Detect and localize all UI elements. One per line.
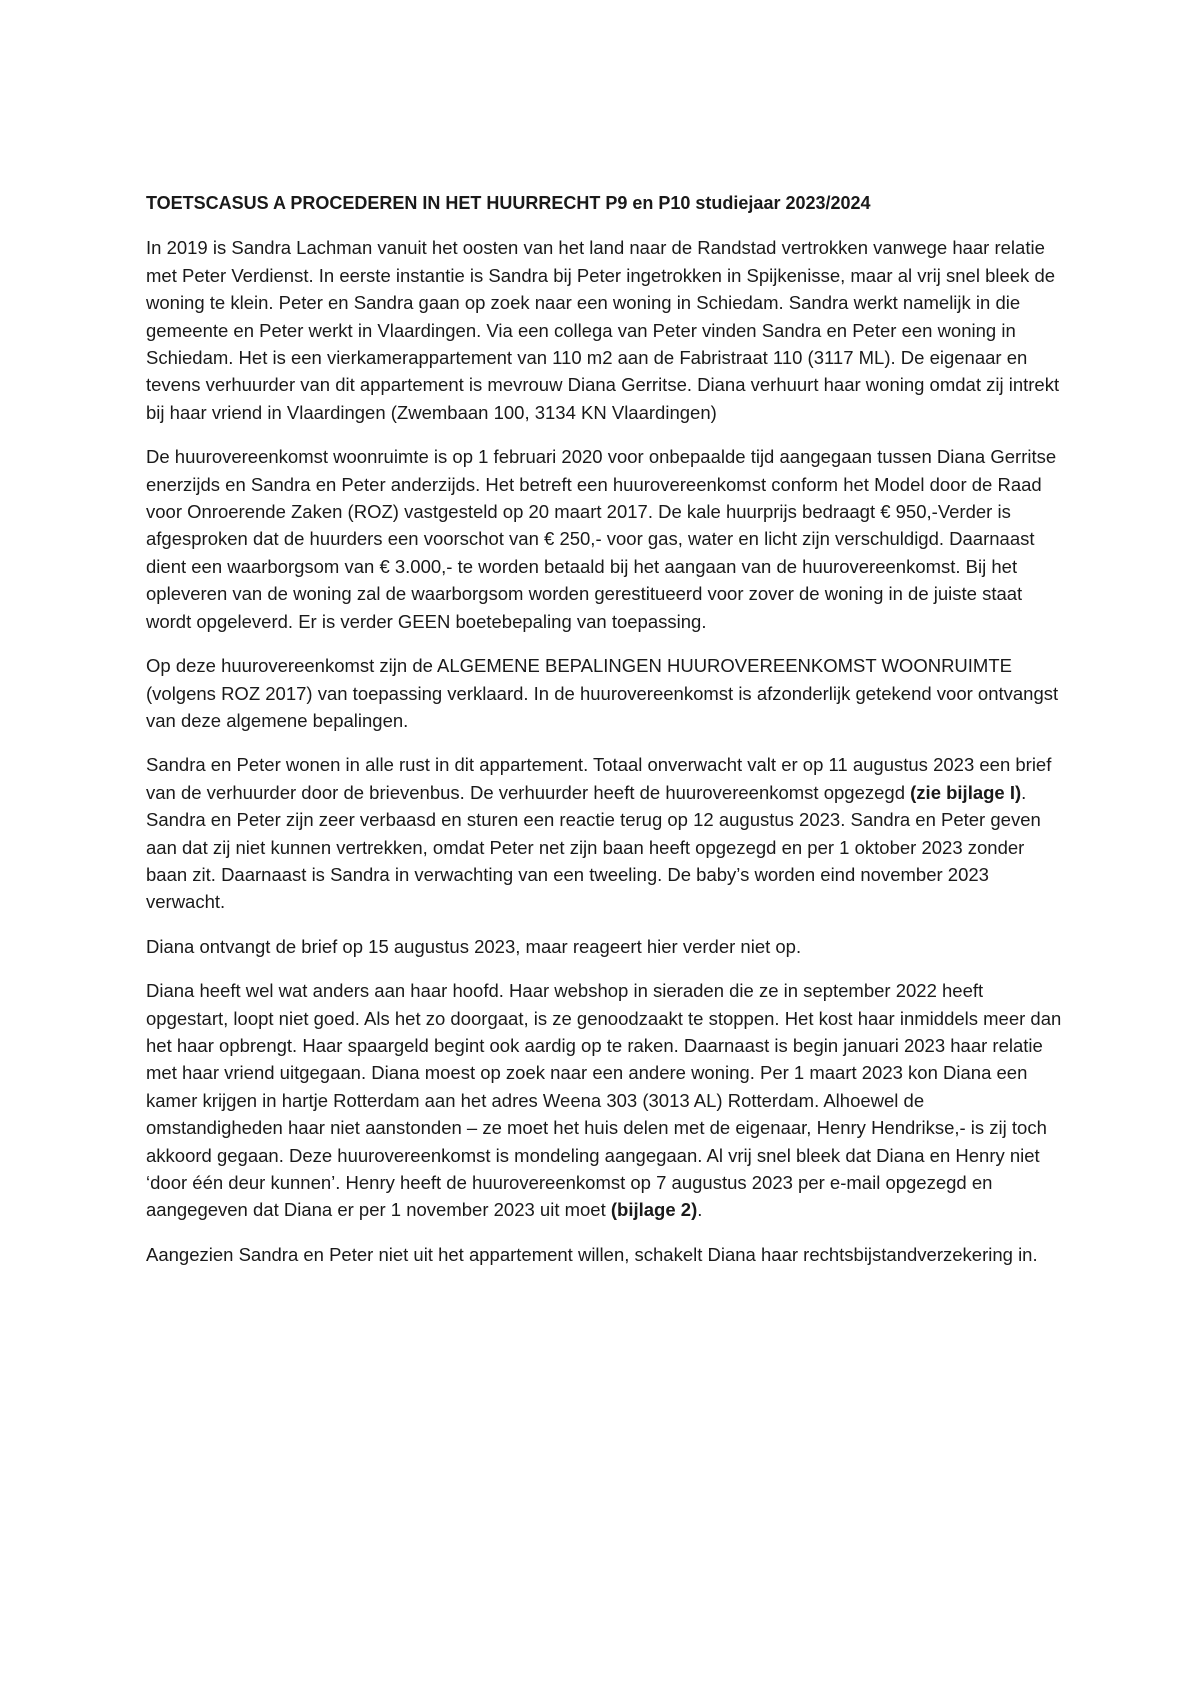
paragraph-3 [146,652,1066,734]
paragraph-text: Diana heeft wel wat anders aan haar hoofd. Haar webshop in sieraden die ze in september 2022 heeft opgestart, loopt niet goed. Als het zo doorgaat, is ze genoodzaakt te stoppen. Het kost haar inmiddels meer dan het haar opbrengt. Haar spaargeld begint ook aardig op te raken. Daarnaast is begin januari 2023 haar relatie met haar vriend uitgegaan. Diana moest op zoek naar een andere woning. Per 1 maart 2023 kon Diana een kamer krijgen in hartje Rotterdam aan het adres Weena 303 (3013 AL) Rotterdam. Alhoewel de omstandigheden haar niet aanstonden – ze moet het huis delen met de eigenaar, Henry Hendrikse,- is zij toch akkoord gegaan. Deze huurovereenkomst is mondeling aangegaan. Al vrij snel bleek dat Diana en Henry niet ‘door één deur kunnen’. Henry heeft de huurovereenkomst op 7 augustus 2023 per e-mail opgezegd en aangegeven dat Diana er per 1 november 2023 uit moet [146,980,1062,1221]
paragraph-1 [146,234,1066,426]
bold-reference: (bijlage 2) [610,1199,698,1221]
paragraph-text: . [697,1199,703,1221]
paragraph-2 [146,443,1066,635]
bold-reference: (zie bijlage I) [910,781,1022,803]
paragraph-6 [146,977,1066,1224]
paragraph-text: Op deze huurovereenkomst zijn de ALGEMENE BEPALINGEN HUUROVEREENKOMST WOONRUIMTE (volgens ROZ 2017) van toepassing verklaard. In de huurovereenkomst is afzonderlijk getekend voor ontvangst van deze algemene bepalingen. [146,655,1059,731]
paragraph-text: Sandra en Peter wonen in alle rust in dit appartement. Totaal onverwacht valt er op 11 augustus 2023 een brief van de verhuurder door de brievenbus. De verhuurder heeft de huurovereenkomst opgezegd [146,754,1052,803]
paragraph-container [146,234,1066,1268]
paragraph-text: In 2019 is Sandra Lachman vanuit het oosten van het land naar de Randstad vertrokken vanwege haar relatie met Peter Verdienst. In eerste instantie is Sandra bij Peter ingetrokken in Spijkenisse, maar al vrij snel bleek de woning te klein. Peter en Sandra gaan op zoek naar een woning in Schiedam. Sandra werkt namelijk in die gemeente en Peter werkt in Vlaardingen. Via een collega van Peter vinden Sandra en Peter een woning in Schiedam. Het is een vierkamerappartement van 110 m2 aan de Fabristraat 110 (3117 ML). De eigenaar en tevens verhuurder van dit appartement is mevrouw Diana Gerritse. Diana verhuurt haar woning omdat zij intrekt bij haar vriend in Vlaardingen (Zwembaan 100, 3134 KN Vlaardingen) [146,237,1060,423]
paragraph-text: Diana ontvangt de brief op 15 augustus 2023, maar reageert hier verder niet op. [146,935,802,957]
paragraph-5 [146,933,1066,960]
paragraph-text: De huurovereenkomst woonruimte is op 1 februari 2020 voor onbepaalde tijd aangegaan tussen Diana Gerritse enerzijds en Sandra en Peter anderzijds. Het betreft een huurovereenkomst conform het Model door de Raad voor Onroerende Zaken (ROZ) vastgesteld op 20 maart 2017. De kale huurprijs bedraagt € 950,-Verder is afgesproken dat de huurders een voorschot van € 250,- voor gas, water en licht zijn verschuldigd. Daarnaast dient een waarborgsom van € 3.000,- te worden betaald bij het aangaan van de huurovereenkomst. Bij het opleveren van de woning zal de waarborgsom worden gerestitueerd voor zover de woning in de juiste staat wordt opgeleverd. Er is verder GEEN boetebepaling van toepassing. [146,446,1057,632]
document-body [146,190,1066,1285]
paragraph-7 [146,1241,1066,1268]
document-title: TOETSCASUS A PROCEDEREN IN HET HUURRECHT P9 en P10 studiejaar 2023/2024 [146,193,871,213]
paragraph-text: Aangezien Sandra en Peter niet uit het appartement willen, schakelt Diana haar rechtsbijstandverzekering in. [146,1243,1038,1265]
paragraph-4 [146,751,1066,915]
paragraph-text: . Sandra en Peter zijn zeer verbaasd en sturen een reactie terug op 12 augustus 2023. Sandra en Peter geven aan dat zij niet kunnen vertrekken, omdat Peter net zijn baan heeft opgezegd en per 1 oktober 2023 zonder baan zit. Daarnaast is Sandra in verwachting van een tweeling. De baby’s worden eind november 2023 verwacht. [146,781,1041,913]
